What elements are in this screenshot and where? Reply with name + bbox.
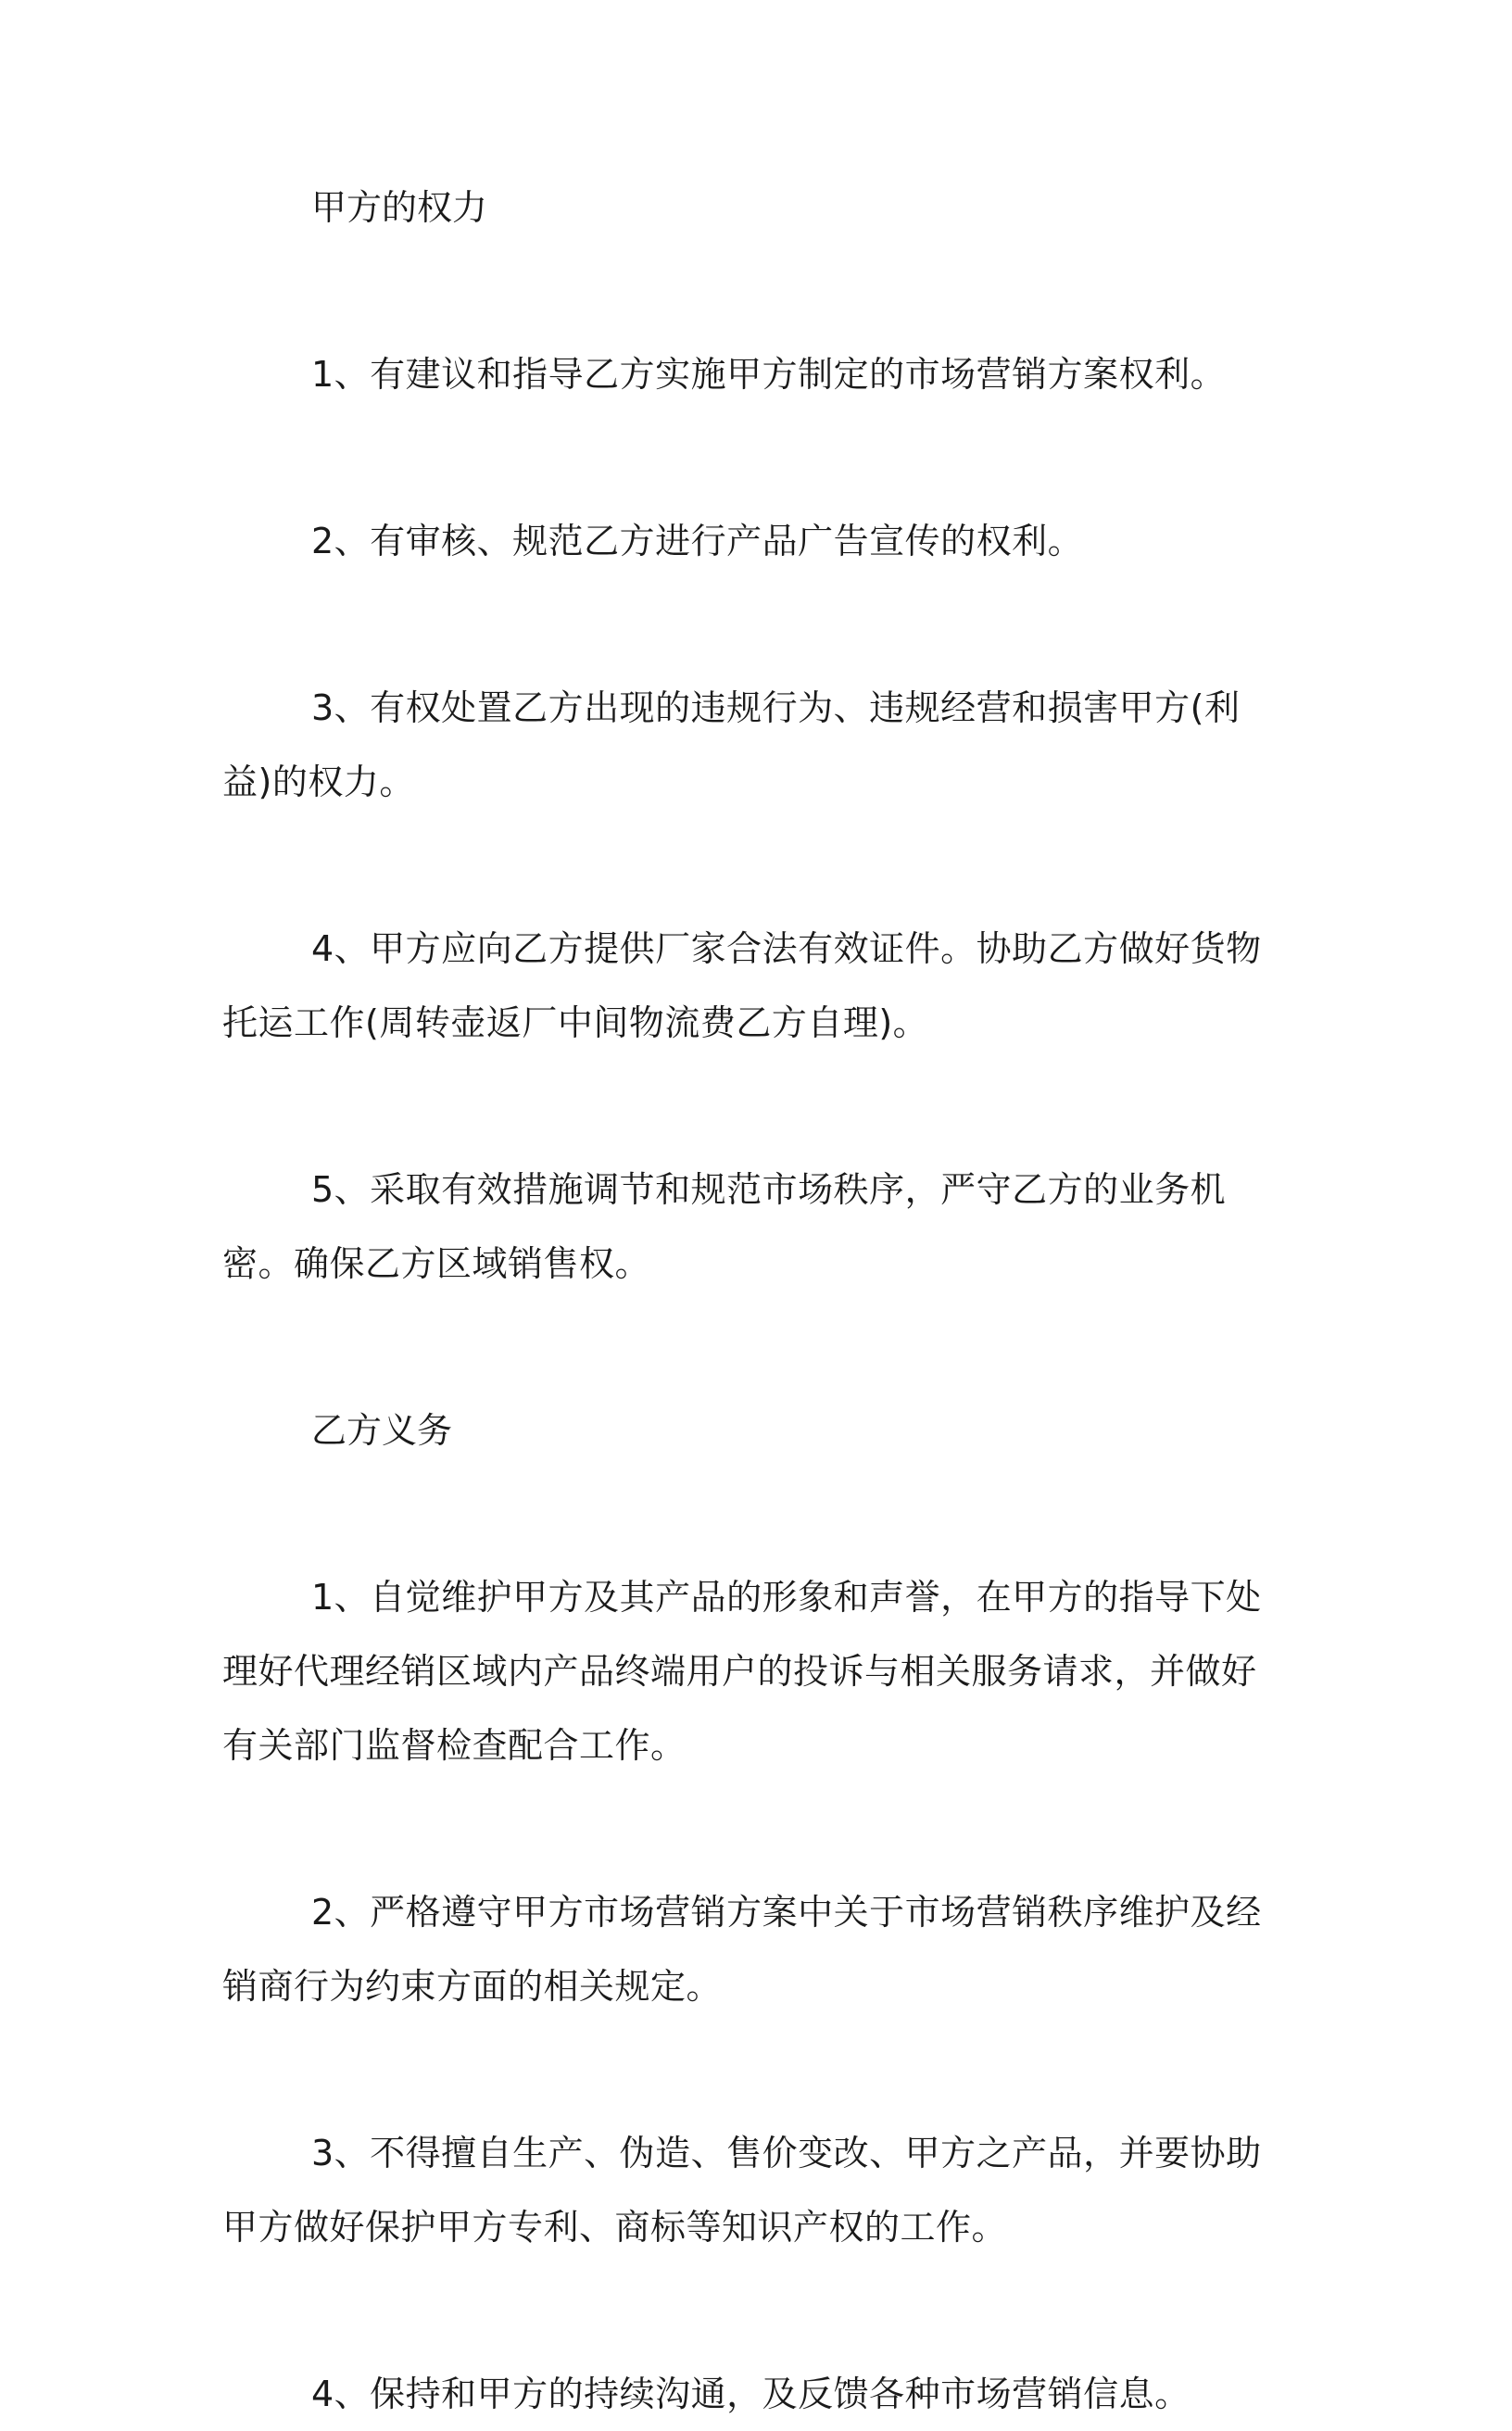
party-b-obligation-2: 2、严格遵守甲方市场营销方案中关于市场营销秩序维护及经销商行为约束方面的相关规定。: [222, 1892, 1262, 2007]
party-a-right-3: 3、有权处置乙方出现的违规行为、违规经营和损害甲方(利益)的权力。: [222, 687, 1241, 802]
party-a-right-5: 5、采取有效措施调节和规范市场秩序，严守乙方的业务机密。确保乙方区域销售权。: [222, 1169, 1227, 1284]
document-page: [222, 170, 1290, 2431]
party-a-right-4: 4、甲方应向乙方提供厂家合法有效证件。协助乙方做好货物托运工作(周转壶返厂中间物流费乙方自理)。: [222, 928, 1262, 1043]
party-b-obligation-1: 1、自觉维护甲方及其产品的形象和声誉，在甲方的指导下处理好代理经销区域内产品终端用户的投诉与相关服务请求，并做好有关部门监督检查配合工作。: [222, 1577, 1262, 1766]
party-a-right-1: 1、有建议和指导乙方实施甲方制定的市场营销方案权利。: [311, 354, 1227, 395]
section-heading-party-b-obligations: 乙方义务: [311, 1410, 453, 1451]
party-a-right-2: 2、有审核、规范乙方进行产品广告宣传的权利。: [311, 521, 1084, 561]
party-b-obligation-4: 4、保持和甲方的持续沟通，及反馈各种市场营销信息。: [311, 2374, 1191, 2414]
party-b-obligation-3: 3、不得擅自生产、伪造、售价变改、甲方之产品，并要协助甲方做好保护甲方专利、商标等知识产权的工作。: [222, 2133, 1262, 2248]
section-heading-party-a-rights: 甲方的权力: [311, 187, 488, 228]
